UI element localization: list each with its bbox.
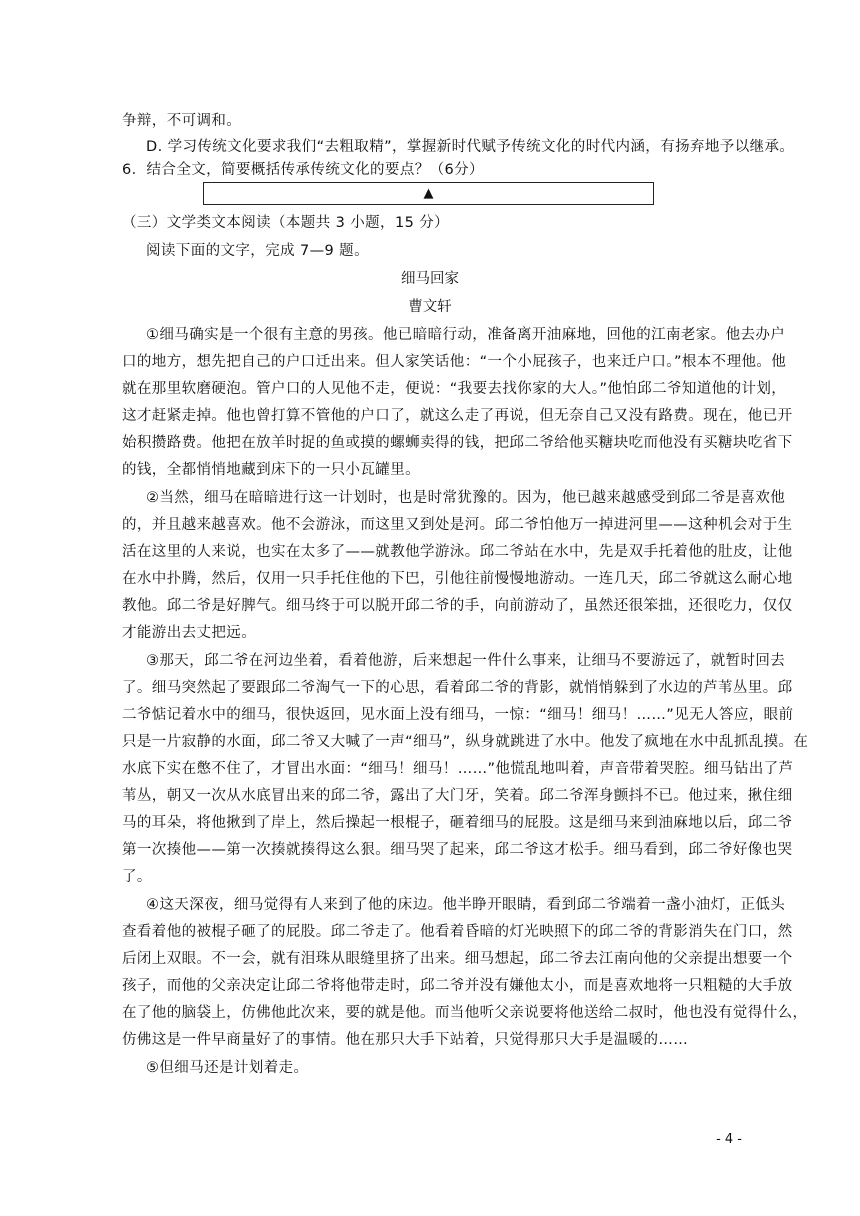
paragraph-2-line: 在水中扑腾，然后，仅用一只手托住他的下巴，引他往前慢慢地游动。一连几天，邱二爷就这么耐心地 [122, 571, 793, 587]
paragraph-2-line: 教他。邱二爷是好脾气。细马终于可以脱开邱二爷的手，向前游动了，虽然还很笨拙，还很吃力，仅仅 [122, 598, 793, 614]
paragraph-4-line: 后闭上双眼。不一会，就有泪珠从眼缝里挤了出来。细马想起，邱二爷去江南向他的父亲提出想要一个 [122, 951, 793, 967]
paragraph-4-line: 查看着他的被棍子砸了的屁股。邱二爷走了。他看着昏暗的灯光映照下的邱二爷的背影消失在门口，然 [122, 924, 793, 940]
paragraph-3-line: 马的耳朵，将他揪到了岸上，然后操起一根棍子，砸着细马的屁股。这是细马来到油麻地以后，邱二爷 [122, 815, 793, 831]
paragraph-4-line: 仿佛这是一件早商量好了的事情。他在那只大手下站着，只觉得那只大手是温暖的…… [122, 1032, 689, 1048]
option-c-continuation: 争辩，不可调和。 [122, 113, 242, 129]
paragraph-1-line: 就在那里软磨硬泡。管户口的人见他不走，便说：“我要去找你家的大人。”他怕邱二爷知道他的计划， [122, 381, 787, 397]
paragraph-3-line: 二爷惦记着水中的细马，很快返回，见水面上没有细马，一惊：“细马！细马！……”见无人答应，眼前 [122, 707, 794, 723]
paragraph-4-line: ④这天深夜，细马觉得有人来到了他的床边。他半睁开眼睛，看到邱二爷端着一盏小油灯，正低头 [146, 897, 786, 913]
option-d: D. 学习传统文化要求我们“去粗取精”，掌握新时代赋予传统文化的时代内涵，有扬弃地予以继承。 [146, 139, 795, 155]
section-instruction: 阅读下面的文字，完成 7—9 题。 [146, 243, 369, 259]
article-title: 细马回家 [401, 271, 459, 287]
triangle-marker-icon: ▲ [423, 186, 434, 201]
paragraph-3-line: ③那天，邱二爷在河边坐着，看着他游，后来想起一件什么事来，让细马不要游远了，就暂时回去 [146, 653, 786, 669]
paragraph-1-line: 口的地方，想先把自己的户口迁出来。但人家笑话他：“一个小屁孩子，也来迁户口。”根本不理他。他 [122, 354, 787, 370]
answer-box[interactable] [203, 182, 654, 205]
paragraph-1-line: ①细马确实是一个很有主意的男孩。他已暗暗行动，准备离开油麻地，回他的江南老家。他去办户 [146, 327, 786, 343]
paragraph-2-line: 活在这里的人来说，也实在太多了——就教他学游泳。邱二爷站在水中，先是双手托着他的肚皮，让他 [122, 544, 793, 560]
question-6: 6．结合全文，简要概括传承传统文化的要点？（6分） [122, 162, 484, 178]
page-number: - 4 - [716, 1132, 742, 1147]
paragraph-1-line: 始积攒路费。他把在放羊时捉的鱼或摸的螺蛳卖得的钱，把邱二爷给他买糖块吃而他没有买糖块吃省下 [122, 435, 793, 451]
paragraph-5: ⑤但细马还是计划着走。 [146, 1060, 309, 1076]
paragraph-2-line: ②当然，细马在暗暗进行这一计划时，也是时常犹豫的。因为，他已越来越感受到邱二爷是喜欢他 [146, 490, 786, 506]
paragraph-3-line: 了。细马突然起了要跟邱二爷淘气一下的心思，看着邱二爷的背影，就悄悄躲到了水边的芦苇丛里。邱 [122, 680, 793, 696]
paragraph-1-line: 这才赶紧走掉。他也曾打算不管他的户口了，就这么走了再说，但无奈自己又没有路费。现在，他已开 [122, 408, 793, 424]
paragraph-4-line: 在了他的脑袋上，仿佛他此次来，要的就是他。而当他听父亲说要将他送给二叔时，他也没有觉得什么， [122, 1005, 808, 1021]
paragraph-3-line: 了。 [122, 869, 152, 885]
article-author: 曹文轩 [408, 299, 452, 315]
section-header: （三）文学类文本阅读（本题共 3 小题，15 分） [122, 215, 450, 231]
paragraph-3-line: 只是一片寂静的水面，邱二爷又大喊了一声“细马”，纵身就跳进了水中。他发了疯地在水中乱抓乱摸。在 [122, 734, 809, 750]
paragraph-2-line: 才能游出去丈把远。 [122, 625, 257, 641]
paragraph-3-line: 水底下实在憋不住了，才冒出水面：“细马！细马！……”他慌乱地叫着，声音带着哭腔。细马钻出了芦 [122, 761, 794, 777]
paragraph-3-line: 第一次揍他——第一次揍就揍得这么狠。细马哭了起来，邱二爷这才松手。细马看到，邱二爷好像也哭 [122, 842, 793, 858]
paragraph-3-line: 苇丛，朝又一次从水底冒出来的邱二爷，露出了大门牙，笑着。邱二爷浑身颤抖不已。他过来，揪住细 [122, 788, 793, 804]
paragraph-4-line: 孩子，而他的父亲决定让邱二爷将他带走时，邱二爷并没有嫌他太小，而是喜欢地将一只粗糙的大手放 [122, 978, 793, 994]
paragraph-2-line: 的，并且越来越喜欢。他不会游泳，而这里又到处是河。邱二爷怕他万一掉进河里——这种机会对于生 [122, 517, 793, 533]
paragraph-1-line: 的钱，全都悄悄地藏到床下的一只小瓦罐里。 [122, 462, 420, 478]
